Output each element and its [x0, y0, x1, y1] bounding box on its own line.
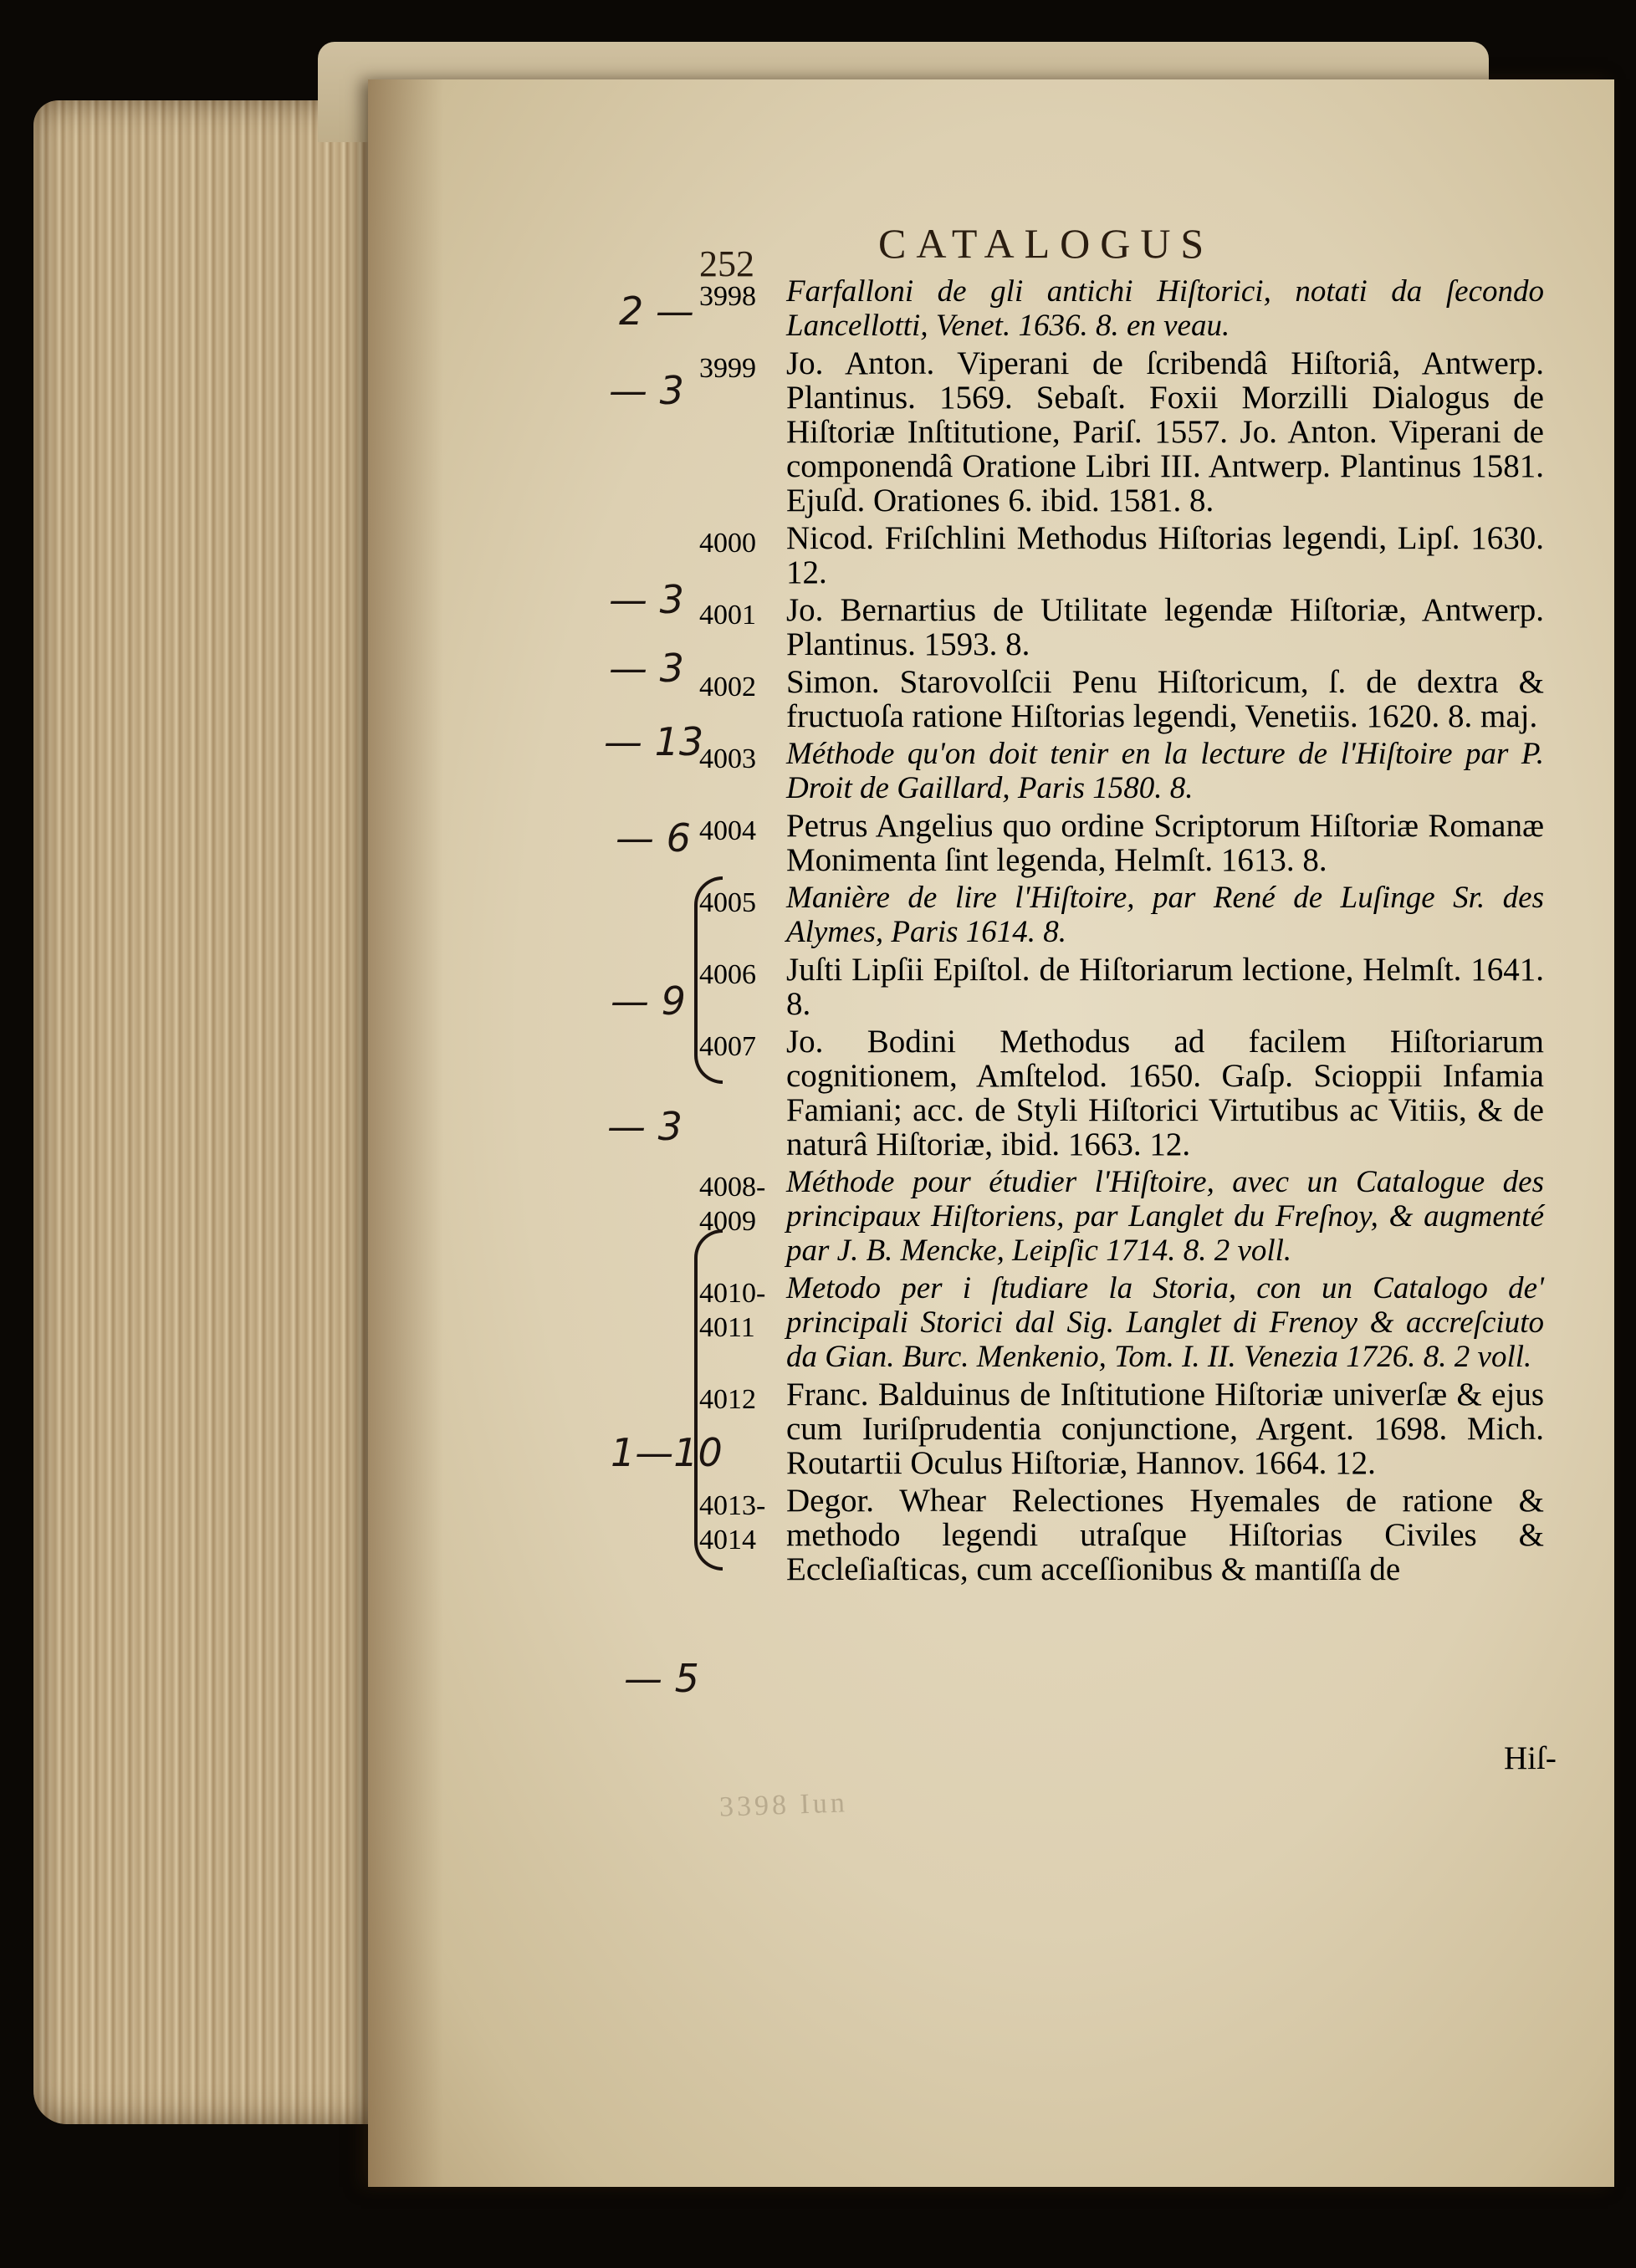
catalogue-entry	[699, 1377, 1544, 1480]
annotation-4002: — 13	[604, 719, 704, 764]
catalogue-entry	[699, 521, 1544, 590]
bracket-4004-4006	[694, 876, 723, 1084]
entry-text: Farfalloni de gli antichi Hiſtorici, notati da ſecondo Lancellotti, Venet. 1636. 8. en veau.	[786, 274, 1544, 343]
annotation-4000: — 3	[609, 577, 684, 622]
entry-text: Jo. Bernartius de Utilitate legendæ Hiſtoriæ, Antwerp. Plantinus. 1593. 8.	[786, 592, 1544, 662]
entry-number: 4004	[699, 815, 756, 846]
entry-text: Franc. Balduinus de Inſtitutione Hiſtoriæ univerſæ & ejus cum Iuriſprudentia conjunctione, Argent. 1698. Mich. Routartii Oculus Hiſtoriæ, Hannov. 1664. 12.	[786, 1377, 1544, 1481]
catalogue-entry	[699, 593, 1544, 662]
annotation-4007: — 3	[607, 1104, 683, 1149]
entry-number: 4000	[699, 528, 756, 559]
entry-text: Jo. Anton. Viperani de ſcribendâ Hiſtoriâ, Antwerp. Plantinus. 1569. Sebaſt. Foxii Morzilli Dialogus de Hiſtoriæ Inſtitutione, Pariſ. 1557. Jo. Anton. Viperani de componendâ Oratione Libri III. Antwerp. Plantinus 1581. Ejuſd. Orationes 6. ibid. 1581. 8.	[786, 345, 1544, 518]
entry-number: 4001	[699, 600, 756, 631]
annotation-4001: — 3	[609, 646, 684, 691]
entry-number: 4002	[699, 672, 756, 702]
entry-text: Petrus Angelius quo ordine Scriptorum Hiſtoriæ Romanæ Monimenta ſint legenda, Helmſt. 1613. 8.	[786, 808, 1544, 878]
page-number: 252	[699, 243, 754, 284]
catalogue-entry	[699, 1271, 1544, 1374]
catalogue-entry	[699, 737, 1544, 805]
entry-text: Jo. Bodini Methodus ad facilem Hiſtoriarum cognitionem, Amſtelod. 1650. Gaſp. Scioppii Infamia Famiani; acc. de Styli Hiſtorici Virtutibus ac Vitiis, & de naturâ Hiſtoriæ, ibid. 1663. 12.	[786, 1024, 1544, 1162]
catalogue-entry	[699, 1024, 1544, 1162]
catalogue-entry	[699, 953, 1544, 1021]
entry-number: 4010-4011	[699, 1278, 766, 1343]
entry-number: 4005	[699, 887, 756, 918]
faded-stamp: 3398 Iun	[718, 1787, 849, 1823]
entry-text: Juſti Lipſii Epiſtol. de Hiſtoriarum lectione, Helmſt. 1641. 8.	[786, 952, 1544, 1022]
catalogue-entry	[699, 1484, 1544, 1586]
catalogue-entry	[699, 665, 1544, 733]
entry-number: 4013-4014	[699, 1490, 766, 1555]
catalogue-entry	[699, 881, 1544, 949]
catalogue-entry	[699, 274, 1544, 343]
entry-number: 4008-4009	[699, 1172, 766, 1237]
entry-text: Méthode pour étudier l'Hiſtoire, avec un Catalogue des principaux Hiſtoriens, par Langlet du Freſnoy, & augmenté par J. B. Mencke, Leipſic 1714. 8. 2 voll.	[786, 1165, 1544, 1268]
entry-number: 4012	[699, 1384, 756, 1415]
entry-text: Manière de lire l'Hiſtoire, par René de Luſinge Sr. des Alymes, Paris 1614. 8.	[786, 881, 1544, 949]
page-stack-edge	[33, 100, 385, 2124]
page-gutter-shadow	[368, 79, 443, 2187]
entry-number: 4003	[699, 743, 756, 774]
entry-text: Nicod. Friſchlini Methodus Hiſtorias legendi, Lipſ. 1630. 12.	[786, 520, 1544, 590]
annotation-4004-4006: — 9	[611, 978, 686, 1024]
annotation-3998: 2 —	[619, 289, 694, 334]
entry-number: 3998	[699, 281, 756, 312]
catalogue-entry	[699, 809, 1544, 877]
annotation-4003: — 6	[616, 815, 691, 861]
annotation-4008-4012: 1—10	[611, 1430, 723, 1475]
catalogue-entries	[699, 274, 1544, 1590]
annotation-4013: — 5	[624, 1656, 699, 1701]
catalogue-entry	[699, 1165, 1544, 1268]
entry-text: Méthode qu'on doit tenir en la lecture de l'Hiſtoire par P. Droit de Gaillard, Paris 1580. 8.	[786, 737, 1544, 805]
entry-number: 3999	[699, 353, 756, 384]
bracket-4008-4012	[694, 1229, 723, 1571]
entry-number: 4007	[699, 1031, 756, 1062]
annotation-3999: — 3	[609, 368, 684, 413]
catchword: Hiſ-	[1504, 1740, 1557, 1776]
entry-text: Degor. Whear Relectiones Hyemales de ratione & methodo legendi utraſque Hiſtorias Civiles & Eccleſiaſticas, cum acceſſionibus & mantiſſa de	[786, 1483, 1544, 1587]
catalogue-entry	[699, 346, 1544, 518]
entry-text: Metodo per i ſtudiare la Storia, con un Catalogo de' principali Storici dal Sig. Langlet di Frenoy & accreſciuto da Gian. Burc. Menkenio, Tom. I. II. Venezia 1726. 8. 2 voll.	[786, 1271, 1544, 1374]
running-head: CATALOGUS	[878, 220, 1214, 267]
entry-number: 4006	[699, 959, 756, 990]
entry-text: Simon. Starovolſcii Penu Hiſtoricum, ſ. de dextra & fructuoſa ratione Hiſtorias legendi, Venetiis. 1620. 8. maj.	[786, 664, 1544, 734]
